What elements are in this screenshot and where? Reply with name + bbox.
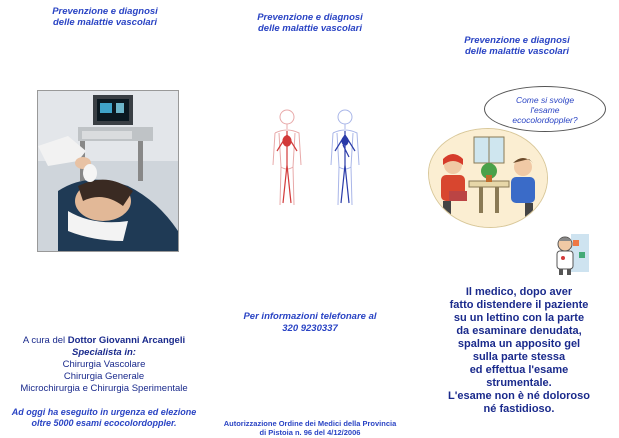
authorization-line2: di Pistoia n. 96 del 4/12/2006 xyxy=(259,428,361,437)
exam-description xyxy=(424,286,614,416)
panel-left-header xyxy=(30,6,180,28)
description-line: Il medico, dopo aver xyxy=(465,286,573,298)
panel-middle xyxy=(205,0,414,438)
author-prefix: A cura del xyxy=(22,335,66,346)
specialty-item: Microchirurgia e Chirurgia Sperimentale xyxy=(20,383,188,394)
header-line2: delle malattie vascolari xyxy=(52,17,158,28)
anatomy-vascular-figures-icon xyxy=(265,105,375,215)
ultrasound-exam-photo xyxy=(37,90,179,252)
header-line2: delle malattie vascolari xyxy=(464,46,570,57)
specialist-label: Specialista in: xyxy=(72,347,136,358)
header-line2: delle malattie vascolari xyxy=(257,23,363,34)
phone-number: 320 9230337 xyxy=(282,323,338,334)
bubble-line3: ecocolordoppler? xyxy=(512,115,578,125)
experience-note xyxy=(4,407,204,429)
header-line1: Prevenzione e diagnosi xyxy=(52,6,158,17)
panel-right-header xyxy=(442,35,592,57)
note-line1: Ad oggi ha eseguito in urgenza ed elezione xyxy=(11,407,197,417)
description-line: strumentale. xyxy=(486,377,552,389)
description-line: da esaminare denudata, xyxy=(456,325,582,337)
header-line1: Prevenzione e diagnosi xyxy=(464,35,570,46)
author-line xyxy=(4,335,204,347)
doctor-cartoon-icon xyxy=(549,232,593,276)
bubble-line2: l'esame xyxy=(530,105,560,115)
header-line1: Prevenzione e diagnosi xyxy=(257,12,363,23)
specialty-item: Chirurgia Generale xyxy=(63,371,145,382)
bubble-line1: Come si svolge xyxy=(515,95,575,105)
note-line2: oltre 5000 esami ecocolordoppler. xyxy=(31,418,177,428)
question-bubble xyxy=(484,86,606,132)
description-line: fatto distendere il paziente xyxy=(449,299,589,311)
description-line: né fastidioso. xyxy=(483,403,555,415)
panel-left xyxy=(0,0,205,438)
panel-right xyxy=(414,0,619,438)
author-name: Dottor Giovanni Arcangeli xyxy=(67,335,186,346)
phone-info xyxy=(225,311,395,335)
description-line: spalma un apposito gel xyxy=(457,338,581,350)
waiting-room-cartoon-icon xyxy=(428,128,548,228)
description-line: ed effettua l'esame xyxy=(469,364,569,376)
panel-middle-header xyxy=(235,12,385,34)
description-line: sulla parte stessa xyxy=(472,351,566,363)
authorization-note xyxy=(215,419,405,437)
specialty-item: Chirurgia Vascolare xyxy=(62,359,146,370)
description-line: L'esame non è né doloroso xyxy=(448,390,590,402)
authorization-line1: Autorizzazione Ordine dei Medici della Provincia xyxy=(223,419,397,428)
author-block xyxy=(4,335,204,395)
info-line1: Per informazioni telefonare al xyxy=(243,311,377,322)
description-line: su un lettino con la parte xyxy=(453,312,585,324)
